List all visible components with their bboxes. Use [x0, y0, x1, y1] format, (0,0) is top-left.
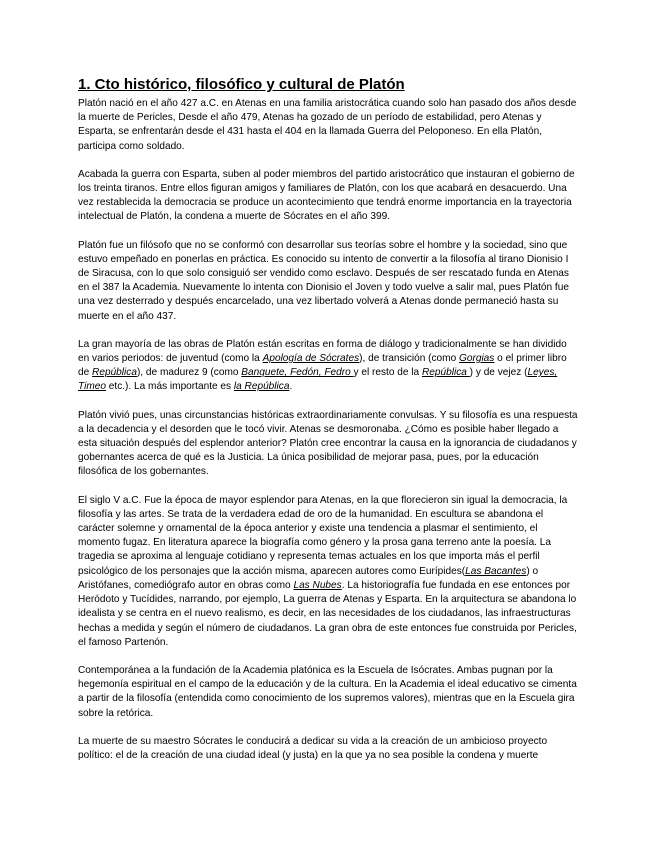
paragraph-7: Contemporánea a la fundación de la Academia platónica es la Escuela de Isócrates. Ambas pugnan por la hegemonía espiritual en el campo de la educación y de la cultura. En la Academia el ideal educativo se cimenta a partir de la filosofía (entendida como conocimiento de los supremos valores), mientras que en la Escuela gira sobre la retórica. [78, 664, 577, 719]
page-title: 1. Cto histórico, filosófico y cultural de Platón [78, 76, 405, 93]
paragraph-8: La muerte de su maestro Sócrates le conducirá a dedicar su vida a la creación de un ambicioso proyecto político: el de la creación de una ciudad ideal (y justa) en la que ya no sea posible la condena y muerte [78, 735, 548, 761]
paragraph-4 [78, 338, 578, 395]
text-span: o el primer libro de [78, 353, 567, 379]
text-span: El siglo V a.C. Fue la época de mayor esplendor para Atenas, en la que florecieron sin igual la democracia, la filosofía y las artes. Se trata de la verdadera edad de oro de la humanidad. En escultura se abandona el carácter solemne y ornamental de la época anterior y existe una tendencia a plasmar el sentimiento, el momento fugaz. En literatura aparece la biografía como género y la prosa gana terreno ante la poesía. La tragedia se aproxima al lenguaje cotidiano y representa temas actuales en los que importa más el perfil psicológico de los personajes que la acción misma, aparecen autores como Eurípides( [78, 494, 568, 577]
document-page [78, 76, 578, 777]
text-span: . La historiografía fue fundada en ese entonces por Heródoto y Tucídides, narrando, por ejemplo, La guerra de Atenas y Esparta. En la arquitectura se abandona lo idealista y se centra en el nuevo realismo, es decir, en las necesidades de los ciudadanos, las infraestructuras hechas a medida y según el número de ciudadanos. La gran obra de este entonces fue construida por Pericles, el famoso Partenón. [78, 579, 577, 648]
link-las-bacantes[interactable]: Las Bacantes [465, 565, 527, 577]
text-span: ), de transición (como [359, 353, 459, 365]
paragraph-1: Platón nació en el año 427 a.C. en Atenas en una familia aristocrática cuando solo han pasado dos años desde la muerte de Pericles, Desde el año 479, Atenas ha gozado de un período de estabilidad, pero Atenas y Esparta, se enfrentarán desde el 431 hasta el 404 en la llamada Guerra del Peloponeso. En ella Platón, participa como soldado. [78, 98, 577, 152]
link-apologia[interactable]: Apología de Sócrates [262, 353, 360, 365]
link-leyes-timeo[interactable]: Leyes, Timeo [78, 367, 558, 393]
link-las-nubes[interactable]: Las Nubes [293, 579, 342, 591]
link-republica-2[interactable]: República [421, 367, 470, 379]
text-span: ), de madurez 9 (como [136, 367, 242, 379]
text-span: . [289, 381, 293, 393]
link-republica[interactable]: República [92, 367, 137, 379]
link-la-republica[interactable]: la República [233, 381, 290, 393]
paragraph-3: Platón fue un filósofo que no se conformó con desarrollar sus teorías sobre el hombre y la sociedad, sino que estuvo empeñado en ponerlas en práctica. Es conocido su intento de convertir a la filosofía al tirano Dionisio I de Siracusa, con lo que solo consiguió ser vendido como esclavo. Después de ser rescatado funda en Atenas en el 387 la Academia. Nuevamente lo intenta con Dionisio el Joven y todo vuelve a salir mal, pues Platón fue una vez desterrado y después encarcelado, una vez libertado volverá a Atenas donde permaneció hasta su muerte en el año 437. [78, 239, 569, 322]
link-gorgias[interactable]: Gorgias [459, 353, 495, 365]
text-span: ) o Aristófanes, comediógrafo autor en obras como [78, 565, 539, 591]
paragraph-5: Platón vivió pues, unas circunstancias históricas extraordinariamente convulsas. Y su filosofía es una respuesta a la decadencia y el desorden que le tocó vivir. Atenas se desmoronaba. ¿Cómo es posible haber llegado a esta situación después del esplendor anterior? Platón cree encontrar la causa en la ignorancia de ciudadanos y gobernantes acerca de qué es la Justicia. La única posibilidad de mejorar pasa, pues, por la educación filosófica de los gobernantes. [78, 409, 578, 478]
text-span: etc.). La más importante es [105, 381, 234, 393]
link-banquete-fedon-fedro[interactable]: Banquete, Fedón, Fedro [241, 367, 354, 379]
text-span: La gran mayoría de las obras de Platón están escritas en forma de diálogo y tradicionalmente se han dividido en varios periodos: de juventud (como la [78, 338, 567, 365]
text-span: y el resto de la [353, 367, 422, 379]
text-span: ) y de vejez ( [469, 367, 528, 379]
paragraph-2: Acabada la guerra con Esparta, suben al poder miembros del partido aristocrático que instauran el gobierno de los treinta tiranos. Entre ellos figuran amigos y familiares de Platón, con los que acabará en desacuerdo. Una vez restablecida la democracia se produce un acontecimiento que tendrá enorme importancia en la trayectoria intelectual de Platón, la condena a muerte de Sócrates en el año 399. [78, 168, 575, 223]
paragraph-6 [78, 494, 578, 650]
